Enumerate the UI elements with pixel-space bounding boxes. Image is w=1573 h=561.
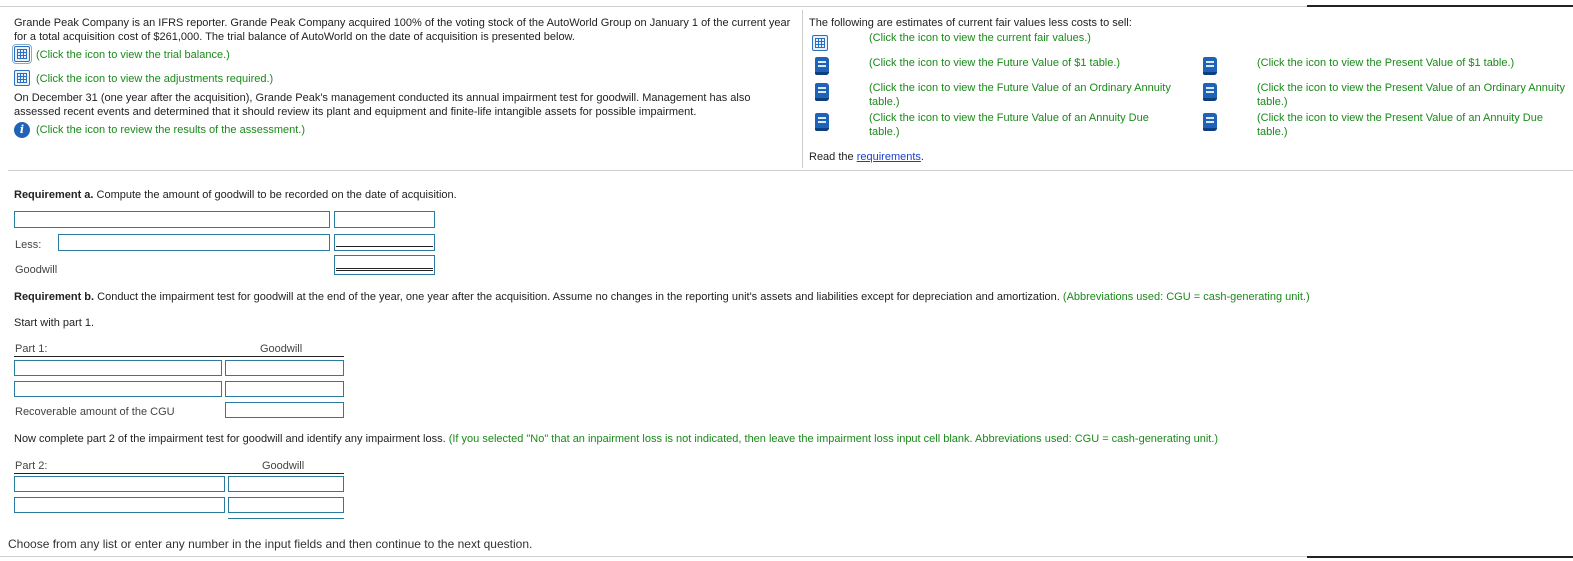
fvad-book-icon[interactable] [815, 113, 829, 134]
fvoa-link[interactable]: (Click the icon to view the Future Value of an Ordinary Annuity table.) [869, 82, 1171, 108]
trial-balance-icon[interactable] [14, 46, 34, 64]
read-requirements [809, 150, 924, 164]
fv1-book-icon[interactable] [815, 57, 829, 78]
part2-row2-label-input[interactable] [14, 497, 225, 513]
part1-goodwill-header: Goodwill [260, 343, 303, 355]
requirement-a-text: Compute the amount of goodwill to be recorded on the date of acquisition. [93, 189, 457, 201]
part1-row1-label-input[interactable] [14, 360, 222, 376]
requirement-a [14, 188, 457, 202]
part2-note: (If you selected "No" that an inpairment loss is not indicated, then leave the impairment loss input cell blank. Abbreviations used: CGU = cash-generating unit.) [445, 433, 1219, 445]
part2-intro [14, 432, 1569, 446]
pvoa-book-icon[interactable] [1203, 83, 1217, 104]
goodwill-amount-input[interactable] [334, 255, 435, 275]
part1-header-rule [14, 356, 344, 357]
single-underline [336, 246, 433, 247]
intro-paragraph-2: On December 31 (one year after the acquisition), Grande Peak's management conducted its annual impairment test for goodwill. Management has also assessed recent events and determined that it should review its plant and equipment and finite-life intangible assets for possible impairment. [14, 92, 751, 118]
section-divider [8, 170, 1573, 171]
requirement-b-note: (Abbreviations used: CGU = cash-generating unit.) [1059, 291, 1310, 303]
requirement-a-label: Requirement a. [14, 189, 94, 201]
less-item-input[interactable] [58, 234, 330, 251]
part1-row1-amount-input[interactable] [225, 360, 344, 376]
pv1-link[interactable]: (Click the icon to view the Present Value of $1 table.) [1257, 57, 1515, 69]
top-border-accent [1307, 5, 1573, 7]
acquisition-cost-amount-input[interactable] [334, 211, 435, 228]
info-icon[interactable]: i [14, 122, 30, 138]
requirements-link[interactable]: requirements [856, 151, 921, 163]
pv1-book-icon[interactable] [1203, 57, 1217, 78]
fvoa-book-icon[interactable] [815, 83, 829, 104]
requirement-b [14, 290, 1569, 304]
recoverable-amount-label: Recoverable amount of the CGU [15, 406, 175, 418]
part1-row2-amount-input[interactable] [225, 381, 344, 397]
recoverable-amount-input[interactable] [225, 402, 344, 418]
footer-instruction: Choose from any list or enter any number in the input fields and then continue to the next question. [8, 537, 533, 551]
part2-header-rule [14, 473, 344, 474]
adjustments-icon[interactable] [14, 70, 30, 86]
fair-values-link[interactable]: (Click the icon to view the current fair values.) [869, 32, 1091, 44]
part2-row1-amount-input[interactable] [228, 476, 344, 492]
pvoa-link[interactable]: (Click the icon to view the Present Value of an Ordinary Annuity table.) [1257, 82, 1565, 108]
fvad-link[interactable]: (Click the icon to view the Future Value of an Annuity Due table.) [869, 112, 1149, 138]
part2-row3-partial [228, 518, 344, 519]
read-prefix: Read the [809, 151, 857, 163]
intro-paragraph-1: Grande Peak Company is an IFRS reporter. Grande Peak Company acquired 100% of the voting stock of the AutoWorld Group on January 1 of the current year for a total acquisition cost of $261,000. The trial balance of AutoWorld on the date of acquisition is presented below. [14, 17, 791, 43]
less-label: Less: [15, 239, 42, 251]
requirement-b-label: Requirement b. [14, 291, 95, 303]
trial-balance-link[interactable]: (Click the icon to view the trial balance.) [36, 49, 230, 61]
part2-intro-text: Now complete part 2 of the impairment test for goodwill and identify any impairment loss. [14, 433, 446, 445]
part2-label: Part 2: [15, 460, 48, 472]
requirement-b-text: Conduct the impairment test for goodwill at the end of the year, one year after the acquisition. Assume no changes in the reporting unit's assets and liabilities except for depreciation and amortization. [94, 291, 1060, 303]
part1-row2-label-input[interactable] [14, 381, 222, 397]
pvad-link[interactable]: (Click the icon to view the Present Value of an Annuity Due table.) [1257, 112, 1543, 138]
fair-values-text: The following are estimates of current fair values less costs to sell: [809, 17, 1132, 29]
read-suffix: . [920, 151, 924, 163]
panel-divider [802, 10, 803, 168]
start-text: Start with part 1. [14, 317, 95, 329]
part1-label: Part 1: [15, 343, 48, 355]
fv1-link[interactable]: (Click the icon to view the Future Value of $1 table.) [869, 57, 1121, 69]
bottom-border-accent [1307, 556, 1573, 558]
double-underline [336, 268, 433, 271]
assessment-link[interactable]: (Click the icon to review the results of the assessment.) [36, 124, 305, 136]
part2-row2-amount-input[interactable] [228, 497, 344, 513]
pvad-book-icon[interactable] [1203, 113, 1217, 134]
fair-values-icon[interactable] [812, 35, 828, 51]
goodwill-label: Goodwill [15, 264, 58, 276]
part2-goodwill-header: Goodwill [262, 460, 305, 472]
acquisition-cost-label-input[interactable] [14, 211, 330, 228]
less-amount-input[interactable] [334, 234, 435, 251]
adjustments-link[interactable]: (Click the icon to view the adjustments required.) [36, 73, 274, 85]
part2-row1-label-input[interactable] [14, 476, 225, 492]
